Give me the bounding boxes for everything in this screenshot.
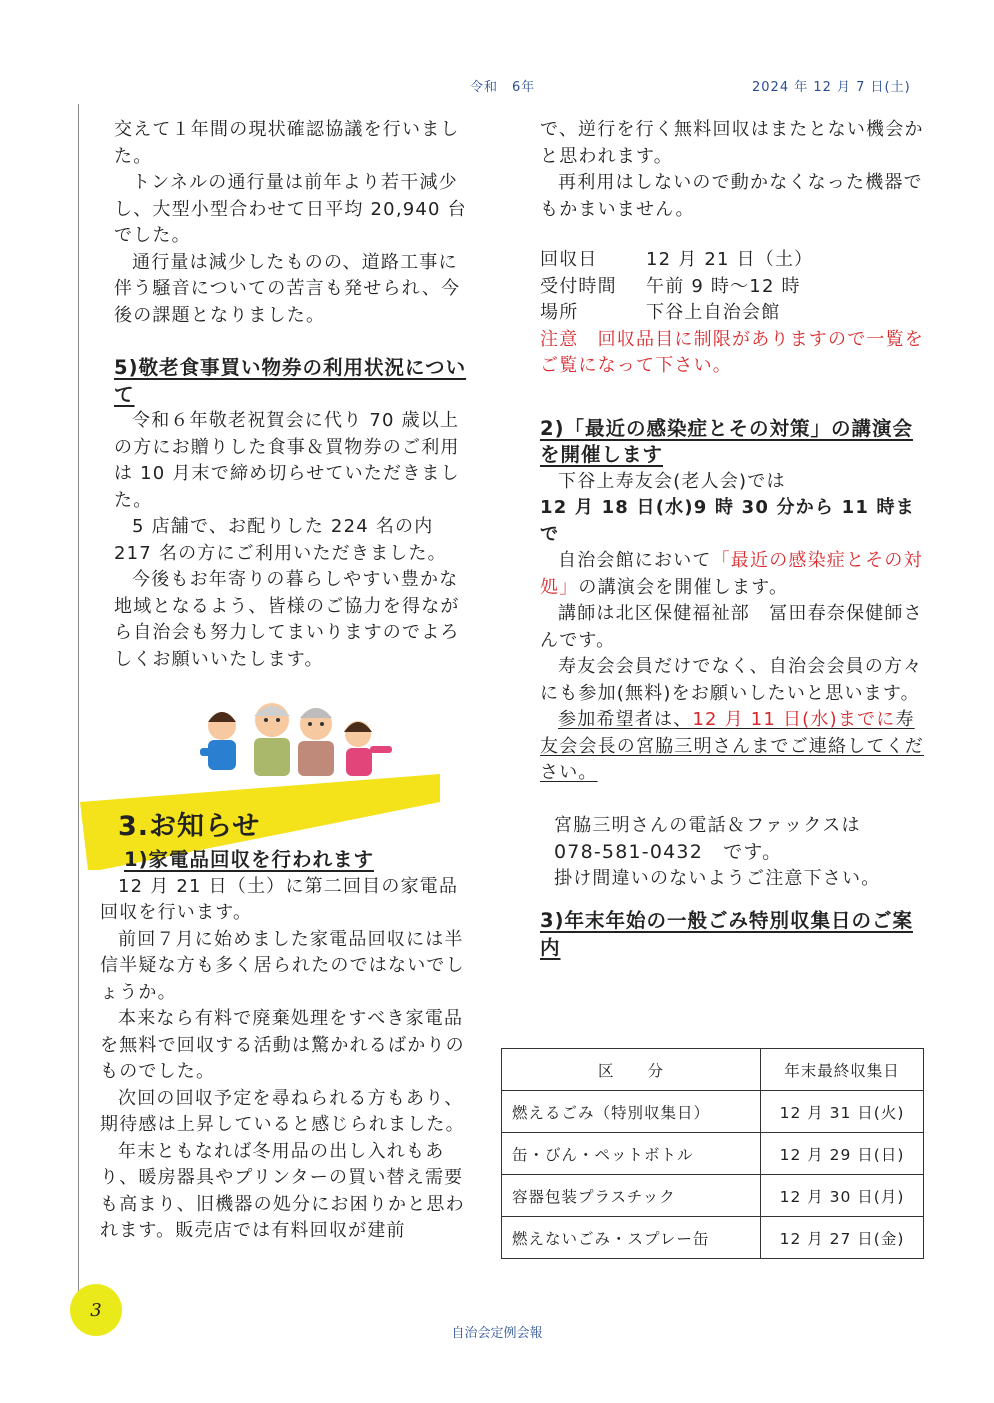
contact-line: 宮脇三明さんの電話＆ファックスは <box>554 814 861 836</box>
info-value: 12 月 21 日（土） <box>646 249 814 270</box>
table-row <box>502 1133 924 1175</box>
date-cell: 12 月 31 日(火) <box>761 1091 924 1133</box>
section-heading: 1)家電品回収を行われます <box>124 848 374 871</box>
left-column-upper <box>114 117 476 673</box>
info-label: 場所 <box>540 302 579 323</box>
date-cell: 12 月 30 日(月) <box>761 1175 924 1217</box>
left-margin-rule <box>78 104 79 1304</box>
paragraph <box>540 548 924 601</box>
left-column-lower <box>100 847 476 1245</box>
contact-line: 掛け間違いのないようご注意下さい。 <box>554 867 881 889</box>
info-label: 回収日 <box>540 249 598 270</box>
paragraph: で、逆行を行く無料回収はまたとない機会かと思われます。 <box>540 119 924 167</box>
paragraph: 通行量は減少したものの、道路工事に伴う騒音についての苦言も発せられ、今後の課題となりました。 <box>114 251 461 326</box>
paragraph: 次回の回収予定を尋ねられる方もあり、期待感は上昇していると感じられました。 <box>100 1087 465 1135</box>
info-row <box>540 274 924 301</box>
header-era: 令和 6年 <box>470 80 536 95</box>
paragraph: 寿友会会員だけでなく、自治会会員の方々にも参加(無料)をお願いしたいと思います。 <box>540 656 923 704</box>
info-value: 午前 9 時～12 時 <box>646 275 801 297</box>
table-header-row <box>502 1049 924 1091</box>
footer-title: 自治会定例会報 <box>451 1326 543 1341</box>
table-row <box>502 1175 924 1217</box>
paragraph: 交えて１年間の現状確認協議を行いました。 <box>114 119 460 167</box>
paragraph: 5 店舗で、お配りした 224 名の内 217 名の方にご利用いただきました。 <box>114 516 447 564</box>
paragraph: 今後もお年寄りの暮らしやすい豊かな地域となるよう、皆様のご協力を得ながら自治会も努力してまいりますのでよろしくお願いいたします。 <box>114 569 460 670</box>
paragraph: 前回７月に始めました家電品回収には半信半疑な方も多く居られたのではないでしょうか。 <box>100 928 465 1003</box>
paragraph: 再利用はしないので動かなくなった機器でもかまいません。 <box>540 172 923 220</box>
section-heading: 2)「最近の感染症とその対策」の講演会を開催します <box>540 416 913 466</box>
paragraph: 本来なら有料で廃棄処理をすべき家電品を無料で回収する活動は驚かれるばかりのものでした。 <box>100 1008 465 1082</box>
paragraph: トンネルの通行量は前年より若干減少し、大型小型合わせて日平均 20,940 台でした。 <box>114 172 467 246</box>
lecture-topic: 「最近の感染症とその対処」 <box>540 550 923 598</box>
table-row <box>502 1091 924 1133</box>
date-cell: 12 月 29 日(日) <box>761 1133 924 1175</box>
category-cell: 燃えるごみ（特別収集日） <box>502 1091 761 1133</box>
section-heading: 5)敬老食事買い物券の利用状況について <box>114 356 467 406</box>
collection-schedule-table <box>501 1048 924 1259</box>
info-row <box>540 300 924 327</box>
notice-title: 3.お知らせ <box>118 811 261 842</box>
family-illustration-icon <box>200 696 400 778</box>
date-cell: 12 月 27 日(金) <box>761 1217 924 1259</box>
category-cell: 燃えないごみ・スプレー缶 <box>502 1217 761 1259</box>
paragraph: 12 月 21 日（土）に第二回目の家電品回収を行います。 <box>100 875 459 923</box>
paragraph: 令和６年敬老祝賀会に代り 70 歳以上の方にお贈りした食事＆買物券のご利用は 10 月末で締め切らせていただきました。 <box>114 410 460 511</box>
paragraph <box>540 707 924 787</box>
table-row <box>502 1217 924 1259</box>
paragraph: 下谷上寿友会(老人会)では <box>558 470 786 492</box>
text: 参加希望者は、 <box>558 709 693 730</box>
column-header: 年末最終収集日 <box>761 1049 924 1091</box>
collection-note: 注意 回収品目に制限がありますので一覧をご覧になって下さい。 <box>540 328 924 376</box>
section-heading: 3)年末年始の一般ごみ特別収集日のご案内 <box>540 909 913 959</box>
text: 寿友会会長の宮脇三明さんまでご連絡してください。 <box>540 709 924 783</box>
text: 自治会館において <box>558 550 712 571</box>
text: の講演会を開催します。 <box>578 576 789 598</box>
info-row <box>540 247 924 274</box>
info-value: 下谷上自治会館 <box>646 302 781 323</box>
paragraph: 年末ともなれば冬用品の出し入れもあり、暖房器具やプリンターの買い替え需要も高まり、旧機器の処分にお困りかと思われます。販売店では有料回収が建前 <box>100 1140 465 1241</box>
right-column <box>540 117 924 961</box>
deadline: 12 月 11 日(水)までに <box>692 709 896 730</box>
column-header: 区 分 <box>502 1049 761 1091</box>
header-date: 2024 年 12 月 7 日(土) <box>752 80 911 95</box>
category-cell: 缶・びん・ペットボトル <box>502 1133 761 1175</box>
paragraph: 講師は北区保健福祉部 冨田春奈保健師さんです。 <box>540 603 923 651</box>
lecture-datetime: 12 月 18 日(水)9 時 30 分から 11 時まで <box>540 497 915 545</box>
collection-info <box>540 247 924 327</box>
category-cell: 容器包装プラスチック <box>502 1175 761 1217</box>
page-number-badge: 3 <box>70 1284 122 1336</box>
info-label: 受付時間 <box>540 275 617 297</box>
phone-number: 078-581-0432 です。 <box>554 841 783 863</box>
